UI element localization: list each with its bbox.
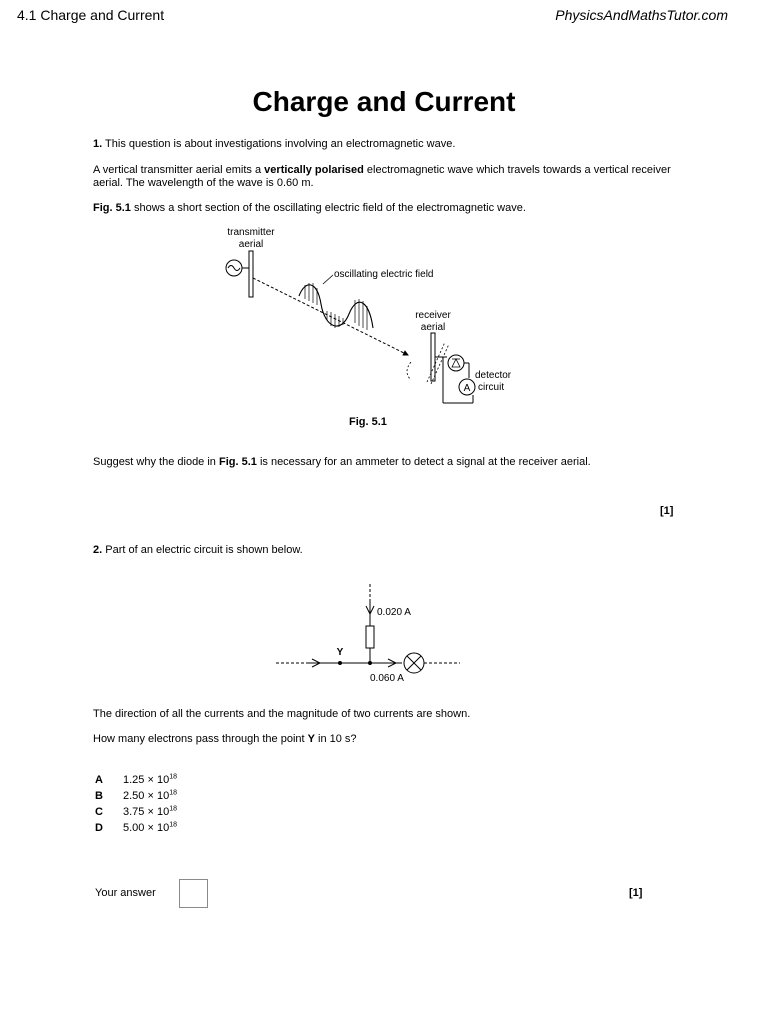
transmitter-label-line2: aerial bbox=[238, 239, 264, 250]
q1-figure-intro bbox=[93, 202, 683, 215]
detector-label-line2: circuit bbox=[478, 382, 505, 393]
q2-question-post: in 10 s? bbox=[314, 733, 357, 745]
option-a bbox=[95, 774, 177, 786]
option-d bbox=[95, 822, 177, 834]
option-c-value: 3.75 × 10 bbox=[123, 806, 170, 818]
junction bbox=[368, 661, 372, 665]
option-a-exp: 18 bbox=[169, 773, 177, 781]
q2-question-bold: Y bbox=[307, 733, 315, 745]
propagation-direction bbox=[253, 278, 408, 355]
page-header-topic: 4.1 Charge and Current bbox=[17, 7, 165, 23]
q1-para3-post: shows a short section of the oscillating electric field of the electromagnetic wave. bbox=[130, 202, 526, 214]
receiver-label-line1: receiver bbox=[415, 310, 451, 321]
q1-marks: [1] bbox=[660, 505, 674, 517]
page-header-site: PhysicsAndMathsTutor.com bbox=[555, 7, 728, 23]
q1-para2-pre: A vertical transmitter aerial emits a bbox=[93, 164, 265, 176]
q1-question bbox=[93, 456, 683, 469]
receiver-aerial bbox=[431, 333, 435, 381]
option-d-letter: D bbox=[95, 822, 103, 834]
ac-source-icon bbox=[226, 260, 249, 276]
q1-number: 1. bbox=[93, 138, 103, 150]
diode-icon bbox=[448, 355, 464, 371]
option-c bbox=[95, 806, 177, 818]
point-y bbox=[338, 661, 342, 665]
current-top-label: 0.020 A bbox=[377, 607, 411, 618]
receiver-label-line2: aerial bbox=[420, 322, 446, 333]
q2-marks: [1] bbox=[629, 887, 643, 899]
figure-5-1 bbox=[215, 222, 515, 408]
option-a-value: 1.25 × 10 bbox=[123, 774, 170, 786]
q1-paragraph bbox=[93, 164, 683, 190]
answer-label: Your answer bbox=[95, 887, 156, 899]
point-y-label: Y bbox=[336, 647, 344, 658]
q2-question-pre: How many electrons pass through the point bbox=[93, 733, 308, 745]
detector-label-line1: detector bbox=[475, 370, 512, 381]
answer-box[interactable] bbox=[179, 879, 208, 908]
circuit-diagram bbox=[270, 580, 470, 690]
q2-intro bbox=[93, 544, 683, 557]
current-bottom-label: 0.060 A bbox=[370, 673, 404, 684]
q2-question bbox=[93, 733, 683, 746]
oscillating-electric-field-wave bbox=[299, 283, 373, 330]
option-b-letter: B bbox=[95, 790, 103, 802]
option-c-exp: 18 bbox=[169, 805, 177, 813]
q1-para2-bold: vertically polarised bbox=[264, 164, 364, 176]
q2-intro-text: Part of an electric circuit is shown below. bbox=[105, 544, 303, 556]
option-b-value: 2.50 × 10 bbox=[123, 790, 170, 802]
figure-caption: Fig. 5.1 bbox=[349, 416, 387, 428]
q1-question-post: is necessary for an ammeter to detect a signal at the receiver aerial. bbox=[256, 456, 591, 468]
q2-number: 2. bbox=[93, 544, 103, 556]
rotation-arrow-icon bbox=[407, 362, 411, 380]
option-b-exp: 18 bbox=[169, 789, 177, 797]
ammeter-icon: A bbox=[463, 383, 471, 394]
q1-para2-post: electromagnetic wave which travels towards a vertical receiver aerial. The wavelength of the wave is 0.60 m. bbox=[93, 164, 671, 189]
option-a-letter: A bbox=[95, 774, 103, 786]
q1-intro bbox=[93, 138, 683, 151]
option-d-exp: 18 bbox=[169, 821, 177, 829]
q1-intro-text: This question is about investigations involving an electromagnetic wave. bbox=[105, 138, 456, 150]
transmitter-label-line1: transmitter bbox=[227, 227, 275, 238]
option-c-letter: C bbox=[95, 806, 103, 818]
page-title: Charge and Current bbox=[252, 86, 516, 117]
detector-circuit bbox=[435, 355, 475, 403]
transmitter-aerial bbox=[249, 251, 253, 297]
q2-statement: The direction of all the currents and the magnitude of two currents are shown. bbox=[93, 708, 471, 720]
field-label: oscillating electric field bbox=[334, 269, 434, 280]
option-b bbox=[95, 790, 177, 802]
resistor bbox=[366, 626, 374, 648]
lamp-icon bbox=[404, 653, 424, 673]
q1-fig-ref: Fig. 5.1 bbox=[93, 202, 131, 214]
q1-question-fig-ref: Fig. 5.1 bbox=[218, 456, 257, 468]
q1-question-pre: Suggest why the diode in bbox=[93, 456, 219, 468]
option-d-value: 5.00 × 10 bbox=[123, 822, 170, 834]
